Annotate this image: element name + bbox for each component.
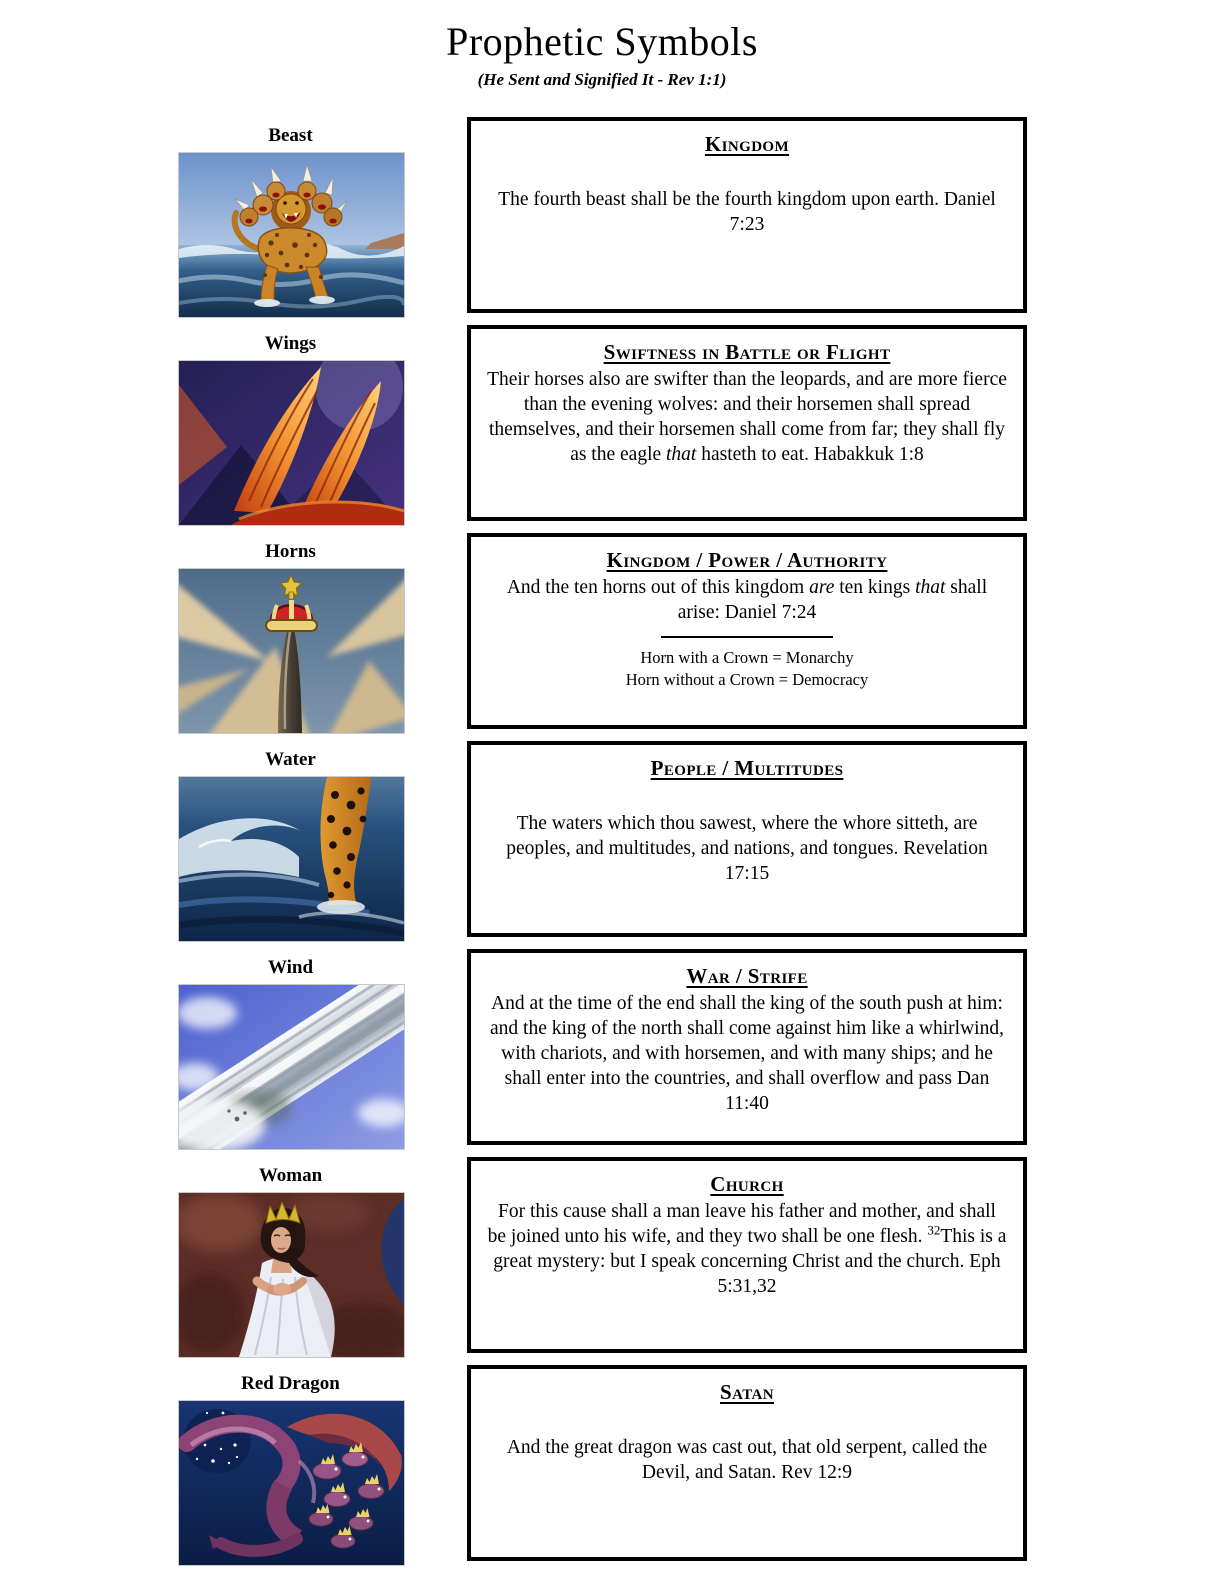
page-subtitle: (He Sent and Signified It - Rev 1:1)	[477, 70, 727, 89]
scripture-box-authority	[467, 533, 1027, 729]
woman-image	[178, 1192, 405, 1358]
symbol-label-wind: Wind	[267, 957, 314, 978]
row-wings-swiftness	[178, 325, 1224, 526]
box-heading: Church	[710, 1172, 784, 1196]
box-body: The waters which thou sawest, where the whore sitteth, are peoples, and multitudes, and nations, and tongues. Revelation 17:15	[506, 813, 988, 884]
symbol-figure-water	[178, 741, 403, 942]
symbol-figure-wind	[178, 949, 403, 1150]
box-body: Their horses also are swifter than the leopards, and are more fierce than the evening wolves: and their horsemen shall spread themselves, and their horsemen shall come from far; they shall fly as the eagle that hasteth to eat. Habakkuk 1:8	[487, 369, 1007, 465]
symbol-figure-woman	[178, 1157, 403, 1358]
verse-number-superscript: 32	[927, 1222, 941, 1238]
water-image	[178, 776, 405, 942]
box-heading: People / Multitudes	[650, 756, 844, 780]
box-heading: Kingdom	[704, 132, 790, 156]
symbol-figure-wings	[178, 325, 403, 526]
symbol-label-red-dragon: Red Dragon	[241, 1373, 340, 1394]
box-heading: Swiftness in Battle or Flight	[603, 340, 891, 364]
wind-image	[178, 984, 405, 1150]
box-body: And the ten horns out of this kingdom are ten kings that shall arise: Daniel 7:24	[506, 577, 988, 623]
document-header	[0, 0, 1026, 91]
scripture-box-church	[467, 1157, 1027, 1353]
crown-legend-democracy: Horn without a Crown = Democracy	[625, 670, 869, 689]
symbol-label-beast: Beast	[268, 125, 313, 146]
scripture-box-satan	[467, 1365, 1027, 1561]
symbol-figure-beast	[178, 117, 403, 318]
crown-legend-monarchy: Horn with a Crown = Monarchy	[640, 648, 854, 667]
beast-image	[178, 152, 405, 318]
row-wind-war	[178, 949, 1224, 1150]
red-dragon-image	[178, 1400, 405, 1566]
row-horns-authority	[178, 533, 1224, 734]
scripture-box-swiftness	[467, 325, 1027, 521]
symbol-figure-horns	[178, 533, 403, 734]
wings-image	[178, 360, 405, 526]
row-water-people	[178, 741, 1224, 942]
row-woman-church	[178, 1157, 1224, 1358]
horns-image	[178, 568, 405, 734]
box-heading: Kingdom / Power / Authority	[606, 548, 888, 572]
scripture-box-kingdom	[467, 117, 1027, 313]
symbol-figure-red-dragon	[178, 1365, 403, 1566]
row-beast-kingdom	[178, 117, 1224, 318]
scripture-box-people	[467, 741, 1027, 937]
box-body: The fourth beast shall be the fourth kingdom upon earth. Daniel 7:23	[498, 189, 996, 235]
page-title: Prophetic Symbols	[446, 19, 758, 64]
box-body: And the great dragon was cast out, that old serpent, called the Devil, and Satan. Rev 12:9	[506, 1437, 988, 1483]
box-heading: War / Strife	[686, 964, 808, 988]
symbol-label-wings: Wings	[264, 333, 317, 354]
crown-legend-divider	[661, 636, 833, 638]
row-dragon-satan	[178, 1365, 1224, 1566]
box-heading: Satan	[720, 1380, 774, 1404]
symbol-label-woman: Woman	[258, 1165, 323, 1186]
symbol-label-horns: Horns	[265, 541, 316, 562]
symbol-label-water: Water	[265, 749, 316, 770]
box-body: And at the time of the end shall the king of the south push at him: and the king of the north shall come against him like a whirlwind, with chariots, and with horsemen, and with many ships; and he shall enter into the countries, and shall overflow and pass Dan 11:40	[490, 993, 1004, 1114]
box-body: For this cause shall a man leave his father and mother, and shall be joined unto his wife, and they two shall be one flesh. $^{32}$This is a great mystery: but I speak concerning Christ and the church. Eph 5:31,32	[487, 1201, 1007, 1297]
scripture-box-war	[467, 949, 1027, 1145]
